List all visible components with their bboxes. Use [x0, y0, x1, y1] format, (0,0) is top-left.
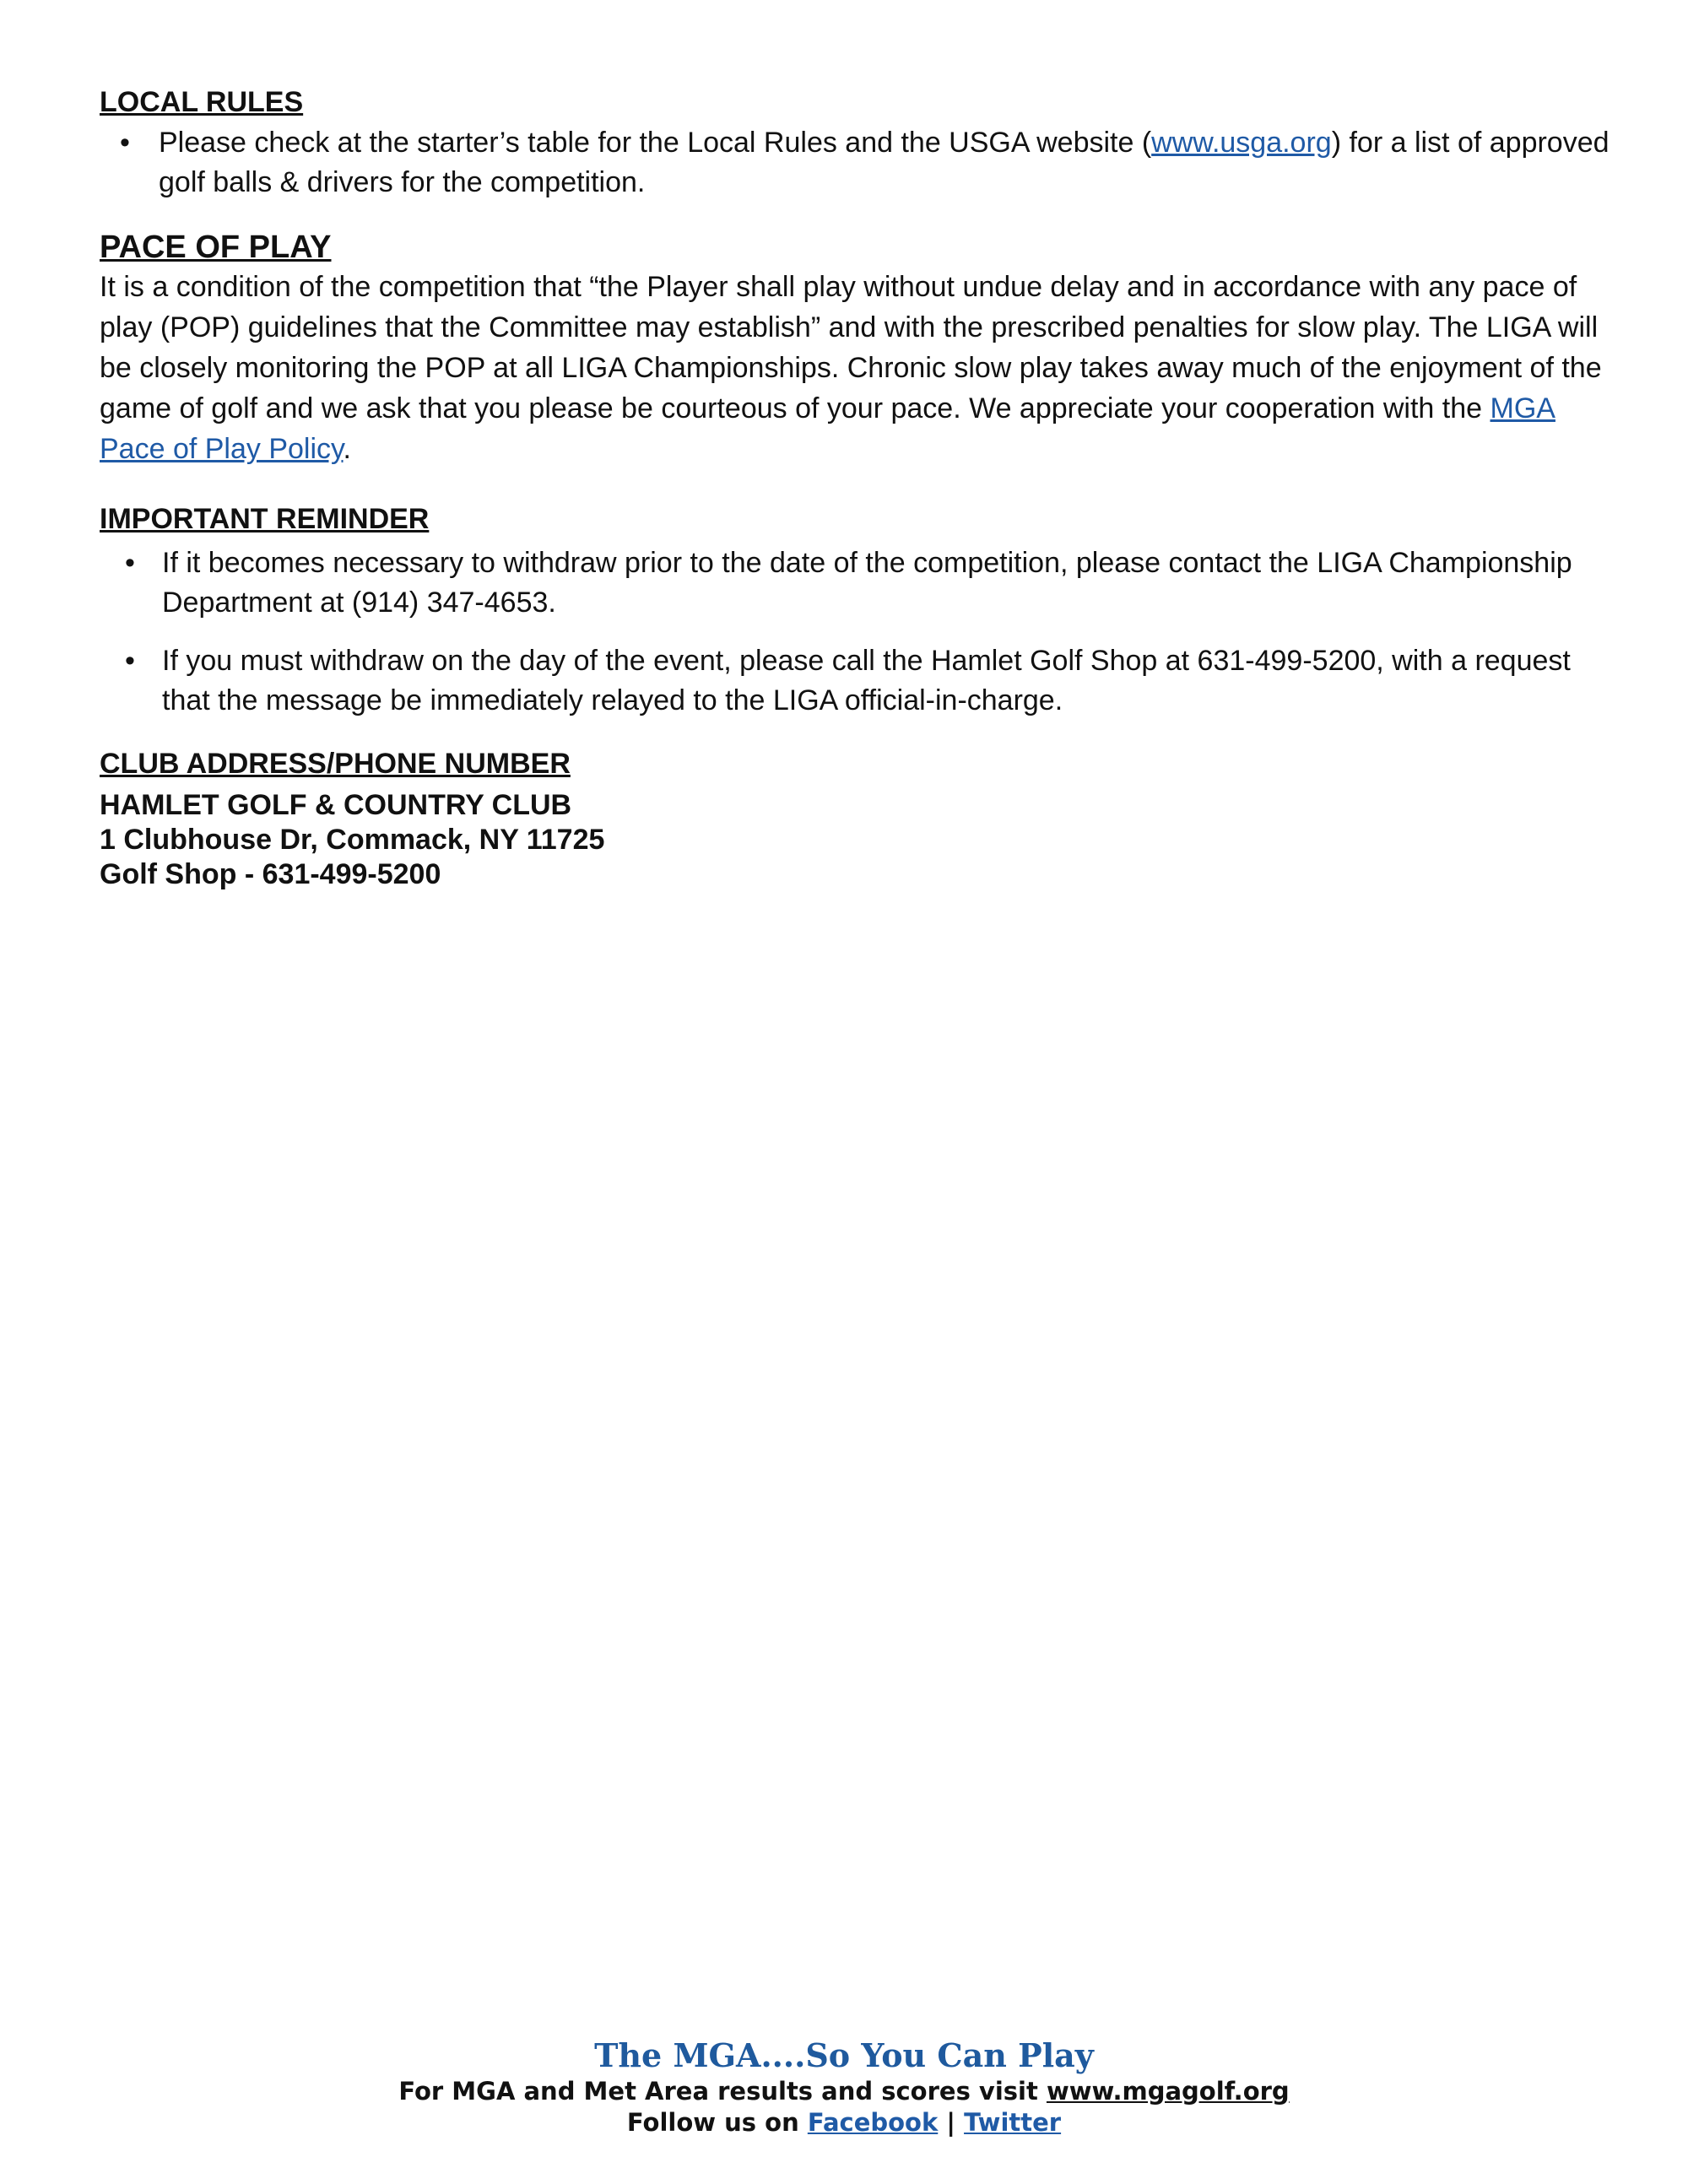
- list-item: [100, 123, 1619, 203]
- usga-website-link[interactable]: www.usga.org: [1151, 127, 1332, 159]
- pace-of-play-text: It is a condition of the competition that “the Player shall play without undue delay and in accordance with any pace of play (POP) guidelines that the Committee may establish” and with the prescribed penalties for slow play. The LIGA will be closely monitoring the POP at all LIGA Championships. Chronic slow play takes away much of the enjoyment of the game of golf and we ask that you please be courteous of your pace. We appreciate your cooperation with the: [100, 271, 1602, 424]
- pace-of-play-section: [100, 228, 1619, 469]
- link-separator: |: [938, 2108, 965, 2137]
- local-rules-section: [100, 84, 1619, 203]
- follow-line: [0, 2107, 1688, 2138]
- club-address-block: [100, 788, 1619, 892]
- pace-of-play-heading: PACE OF PLAY: [100, 230, 332, 265]
- pace-of-play-policy-link[interactable]: MGA Pace of Play Policy: [100, 392, 1555, 465]
- results-line: [0, 2076, 1688, 2107]
- club-address-section: [100, 746, 1619, 892]
- bullet-icon: •: [120, 127, 130, 159]
- list-item: [100, 641, 1619, 721]
- local-rules-heading: LOCAL RULES: [100, 86, 304, 118]
- document-body: [100, 84, 1619, 892]
- club-address-heading: CLUB ADDRESS/PHONE NUMBER: [100, 748, 571, 780]
- mga-slogan: The MGA....So You Can Play: [594, 2036, 1094, 2074]
- bullet-icon: •: [125, 547, 135, 579]
- club-phone: Golf Shop - 631-499-5200: [100, 858, 441, 890]
- reminder-item-text: If you must withdraw on the day of the event, please call the Hamlet Golf Shop at 631-499-5200, with a request that the message be immediately relayed to the LIGA official-in-charge.: [162, 645, 1571, 716]
- follow-text: Follow us on: [626, 2108, 808, 2137]
- pace-of-play-paragraph: [100, 267, 1619, 469]
- important-reminder-list: [100, 543, 1619, 721]
- mgagolf-website-link[interactable]: www.mgagolf.org: [1046, 2077, 1290, 2106]
- local-rules-text-before: Please check at the starter’s table for the Local Rules and the USGA website (: [159, 127, 1152, 159]
- local-rules-text-after: ) for a list of approved golf balls & drivers for the competition.: [159, 127, 1610, 198]
- facebook-link[interactable]: Facebook: [807, 2108, 939, 2137]
- club-name: HAMLET GOLF & COUNTRY CLUB: [100, 789, 572, 821]
- bullet-icon: •: [125, 645, 135, 677]
- local-rules-list: [100, 123, 1619, 203]
- twitter-link[interactable]: Twitter: [964, 2108, 1062, 2137]
- club-street-address: 1 Clubhouse Dr, Commack, NY 11725: [100, 824, 605, 856]
- reminder-item-text: If it becomes necessary to withdraw prior to the date of the competition, please contact the LIGA Championship Department at (914) 347-4653.: [162, 547, 1572, 619]
- page-footer: [0, 2035, 1688, 2138]
- important-reminder-heading: IMPORTANT REMINDER: [100, 503, 430, 535]
- pace-of-play-text-end: .: [343, 433, 351, 465]
- important-reminder-section: [100, 501, 1619, 721]
- list-item: [100, 543, 1619, 623]
- results-text: For MGA and Met Area results and scores visit: [398, 2077, 1047, 2106]
